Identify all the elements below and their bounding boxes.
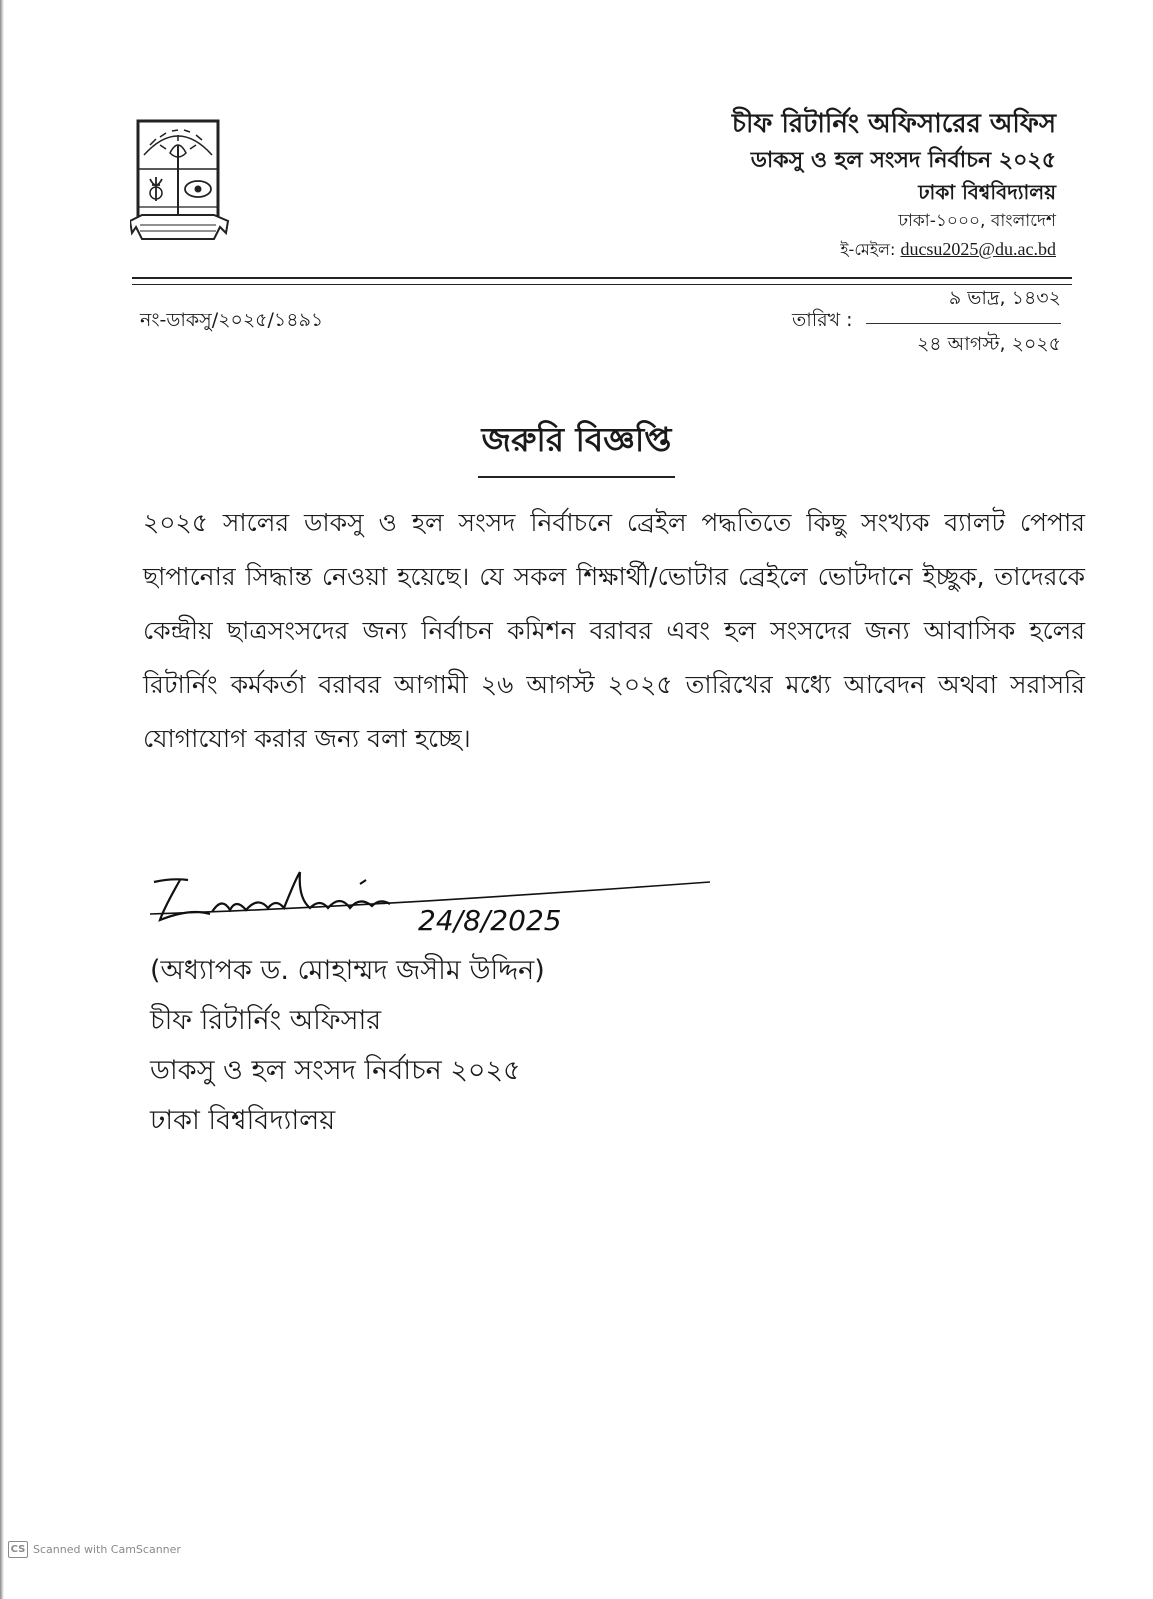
scanner-watermark — [8, 1541, 181, 1558]
office-header — [732, 108, 1056, 261]
email-label: ই-মেইল: — [840, 240, 896, 260]
scanner-text: Scanned with CamScanner — [33, 1543, 181, 1556]
university-logo — [130, 115, 240, 250]
date-bangla: ৯ ভাদ্র, ১৪৩২ — [948, 287, 1061, 309]
header-rule-top — [132, 277, 1072, 279]
date-gregorian: ২৪ আগস্ট, ২০২৫ — [916, 333, 1061, 355]
signatory-university: ঢাকা বিশ্ববিদ্যালয় — [150, 1105, 336, 1136]
signature — [150, 868, 730, 938]
office-address: ঢাকা-১০০০, বাংলাদেশ — [898, 211, 1056, 231]
office-email-line — [732, 238, 1056, 261]
signature-date: 24/8/2025 — [418, 904, 562, 937]
date-block — [866, 284, 1061, 362]
election-name: ডাকসু ও হল সংসদ নির্বাচন ২০২৫ — [750, 147, 1056, 173]
office-name: চীফ রিটার্নিং অফিসারের অফিস — [731, 109, 1056, 139]
notice-title-wrap — [0, 414, 1153, 478]
signatory-block — [150, 946, 545, 1146]
notice-body: ২০২৫ সালের ডাকসু ও হল সংসদ নির্বাচনে ব্রেইল পদ্ধতিতে কিছু সংখ্যক ব্যালট পেপার ছাপানোর সিদ্ধান্ত নেওয়া হয়েছে। যে সকল শিক্ষার্থী/ভোটার ব্রেইলে ভোটদানে ইচ্ছুক, তাদেরকে কেন্দ্রীয় ছাত্রসংসদের জন্য নির্বাচন কমিশন বরাবর এবং হল সংসদের জন্য আবাসিক হলের রিটার্নিং কর্মকর্তা বরাবর আগামী ২৬ আগস্ট ২০২৫ তারিখের মধ্যে আবেদন অথবা সরাসরি যোগাযোগ করার জন্য বলা হচ্ছে। — [143, 508, 1085, 753]
date-label: তারিখ : — [792, 309, 853, 331]
signatory-election: ডাকসু ও হল সংসদ নির্বাচন ২০২৫ — [150, 1055, 521, 1086]
notice-title: জরুরি বিজ্ঞপ্তি — [478, 414, 676, 478]
email-link[interactable]: ducsu2025@du.ac.bd — [900, 239, 1056, 260]
reference-number: নং-ডাকসু/২০২৫/১৪৯১ — [140, 309, 324, 331]
university-name: ঢাকা বিশ্ববিদ্যালয় — [918, 180, 1056, 204]
signatory-designation: চীফ রিটার্নিং অফিসার — [150, 1005, 382, 1036]
scan-edge — [0, 0, 4, 1599]
camscanner-icon: CS — [8, 1541, 28, 1558]
signatory-name: (অধ্যাপক ড. মোহাম্মদ জসীম উদ্দিন) — [150, 955, 545, 986]
date-separator — [866, 323, 1061, 324]
